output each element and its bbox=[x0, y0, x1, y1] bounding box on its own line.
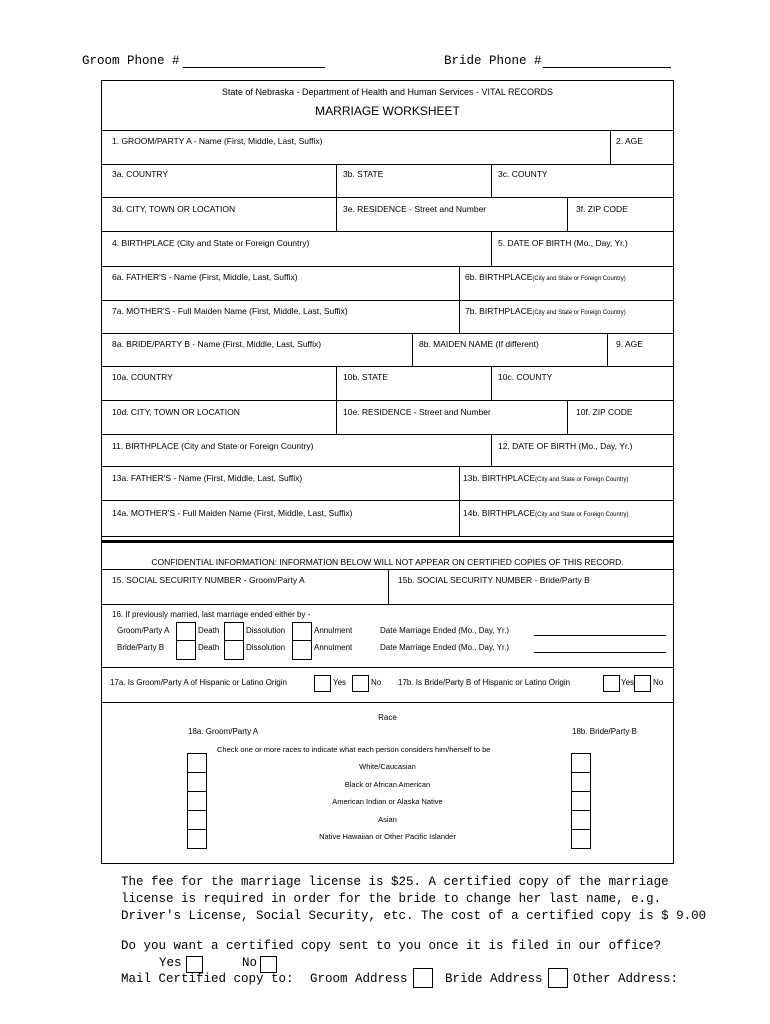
field-3b-state[interactable]: 3b. STATE bbox=[343, 169, 384, 179]
divider bbox=[388, 569, 389, 604]
field-10e-residence[interactable]: 10e. RESIDENCE - Street and Number bbox=[343, 407, 491, 417]
groom-address-checkbox[interactable] bbox=[413, 968, 433, 988]
rule bbox=[101, 266, 674, 267]
groom-dissolution-checkbox[interactable] bbox=[224, 622, 244, 642]
bride-date-ended-label: Date Marriage Ended (Mo., Day, Yr.) bbox=[380, 643, 510, 652]
field-8b-maiden-name[interactable]: 8b. MAIDEN NAME (If different) bbox=[419, 339, 539, 349]
field-13a-father-name[interactable]: 13a. FATHER'S - Name (First, Middle, Last, Suffix) bbox=[112, 473, 303, 483]
bride-phone-field[interactable] bbox=[543, 67, 671, 68]
field-18b-label: 18b. Bride/Party B bbox=[572, 727, 637, 736]
field-4-birthplace[interactable]: 4. BIRTHPLACE (City and State or Foreign Country) bbox=[112, 238, 310, 248]
race-pacific-islander-label: Native Hawaiian or Other Pacific Islander bbox=[319, 832, 456, 841]
field-6b-birthplace[interactable]: 6b. BIRTHPLACE(City and State or Foreign Country) bbox=[465, 272, 626, 282]
bride-phone-label: Bride Phone # bbox=[444, 54, 542, 68]
field-11-birthplace[interactable]: 11. BIRTHPLACE (City and State or Foreign Country) bbox=[112, 441, 314, 451]
rule bbox=[101, 366, 674, 367]
rule bbox=[101, 333, 674, 334]
groom-race-asian-checkbox[interactable] bbox=[187, 810, 207, 830]
divider bbox=[491, 164, 492, 197]
field-17a-label: 17a. Is Groom/Party A of Hispanic or Latino Origin bbox=[110, 678, 287, 687]
divider bbox=[491, 434, 492, 466]
field-10d-city[interactable]: 10d. CITY, TOWN OR LOCATION bbox=[112, 407, 240, 417]
groom-annulment-checkbox[interactable] bbox=[292, 622, 312, 642]
fee-line-1: The fee for the marriage license is $25. A certified copy of the marriage bbox=[121, 875, 669, 889]
bride-race-asian-checkbox[interactable] bbox=[571, 810, 591, 830]
divider bbox=[491, 366, 492, 400]
field-16-label: 16. If previously married, last marriage ended either by - bbox=[112, 610, 311, 619]
groom-race-pacific-islander-checkbox[interactable] bbox=[187, 829, 207, 849]
field-3a-country[interactable]: 3a. COUNTRY bbox=[112, 169, 169, 179]
groom-hispanic-no-label: No bbox=[371, 678, 382, 687]
field-18a-label: 18a. Groom/Party A bbox=[188, 727, 259, 736]
race-american-indian-label: American Indian or Alaska Native bbox=[332, 797, 443, 806]
field-17b-label: 17b. Is Bride/Party B of Hispanic or Latino Origin bbox=[398, 678, 571, 687]
rule bbox=[101, 702, 674, 703]
groom-hispanic-yes-label: Yes bbox=[333, 678, 347, 687]
groom-race-white-checkbox[interactable] bbox=[187, 753, 207, 773]
race-white-label: White/Caucasian bbox=[359, 762, 416, 771]
race-asian-label: Asian bbox=[378, 815, 397, 824]
field-3c-county[interactable]: 3c. COUNTY bbox=[498, 169, 548, 179]
field-1-groom-name[interactable]: 1. GROOM/PARTY A - Name (First, Middle, Last, Suffix) bbox=[112, 136, 323, 146]
race-heading: Race bbox=[378, 713, 397, 722]
groom-death-label: Death bbox=[198, 626, 220, 635]
race-black-label: Black or African American bbox=[344, 780, 431, 789]
groom-date-ended-label: Date Marriage Ended (Mo., Day, Yr.) bbox=[380, 626, 510, 635]
other-address-label: Other Address: bbox=[573, 972, 679, 986]
bride-hispanic-yes-label: Yes bbox=[621, 678, 635, 687]
groom-phone-label: Groom Phone # bbox=[82, 54, 180, 68]
divider bbox=[336, 164, 337, 231]
field-14b-birthplace[interactable]: 14b. BIRTHPLACE(City and State or Foreign Country) bbox=[463, 508, 629, 518]
rule bbox=[101, 197, 674, 198]
groom-hispanic-yes-checkbox[interactable] bbox=[314, 675, 331, 692]
bride-dissolution-checkbox[interactable] bbox=[224, 640, 244, 660]
bride-race-american-indian-checkbox[interactable] bbox=[571, 791, 591, 811]
bride-annulment-checkbox[interactable] bbox=[292, 640, 312, 660]
groom-death-checkbox[interactable] bbox=[176, 622, 196, 642]
rule bbox=[101, 300, 674, 301]
fee-line-2: license is required in order for the bride to change her last name, e.g. bbox=[121, 892, 662, 906]
rule bbox=[101, 164, 674, 165]
field-14a-mother-name[interactable]: 14a. MOTHER'S - Full Maiden Name (First, Middle, Last, Suffix) bbox=[112, 508, 353, 518]
divider bbox=[607, 333, 608, 366]
rule bbox=[101, 466, 674, 467]
bride-annulment-label: Annulment bbox=[314, 643, 353, 652]
fee-paragraph bbox=[121, 874, 706, 925]
divider bbox=[567, 197, 568, 231]
rule bbox=[101, 604, 674, 605]
groom-date-ended-field[interactable] bbox=[534, 635, 666, 636]
field-3e-residence[interactable]: 3e. RESIDENCE - Street and Number bbox=[343, 204, 487, 214]
bride-dissolution-label: Dissolution bbox=[246, 643, 286, 652]
divider bbox=[459, 266, 460, 333]
field-10c-county[interactable]: 10c. COUNTY bbox=[498, 372, 553, 382]
form-title: MARRIAGE WORKSHEET bbox=[315, 104, 460, 118]
field-9-age[interactable]: 9. AGE bbox=[616, 339, 643, 349]
bride-hispanic-no-checkbox[interactable] bbox=[634, 675, 651, 692]
rule bbox=[101, 536, 674, 537]
field-2-age[interactable]: 2. AGE bbox=[616, 136, 643, 146]
field-7b-birthplace[interactable]: 7b. BIRTHPLACE(City and State or Foreign Country) bbox=[465, 306, 626, 316]
field-15b-ssn-bride[interactable]: 15b. SOCIAL SECURITY NUMBER - Bride/Party B bbox=[398, 575, 590, 585]
mail-to-label: Mail Certified copy to: bbox=[121, 972, 294, 986]
bride-hispanic-no-label: No bbox=[653, 678, 664, 687]
rule bbox=[101, 130, 674, 131]
rule bbox=[101, 667, 674, 668]
copy-no-label: No bbox=[242, 956, 258, 970]
copy-no-checkbox[interactable] bbox=[260, 956, 277, 973]
groom-hispanic-no-checkbox[interactable] bbox=[352, 675, 369, 692]
divider bbox=[459, 466, 460, 536]
groom-race-black-checkbox[interactable] bbox=[187, 772, 207, 792]
divider bbox=[491, 231, 492, 266]
bride-row-label: Bride/Party B bbox=[117, 643, 165, 652]
fee-line-3: Driver's License, Social Security, etc. The cost of a certified copy is $ 9.00 bbox=[121, 909, 707, 923]
field-8a-bride-name[interactable]: 8a. BRIDE/PARTY B - Name (First, Middle, Last, Suffix) bbox=[112, 339, 322, 349]
groom-phone-field[interactable] bbox=[183, 67, 325, 68]
field-10b-state[interactable]: 10b. STATE bbox=[343, 372, 389, 382]
bride-hispanic-yes-checkbox[interactable] bbox=[603, 675, 620, 692]
divider bbox=[336, 366, 337, 434]
field-3d-city[interactable]: 3d. CITY, TOWN OR LOCATION bbox=[112, 204, 236, 214]
copy-yes-checkbox[interactable] bbox=[186, 956, 203, 973]
bride-race-white-checkbox[interactable] bbox=[571, 753, 591, 773]
confidential-divider bbox=[101, 540, 674, 543]
bride-date-ended-field[interactable] bbox=[534, 652, 666, 653]
rule bbox=[101, 500, 674, 501]
field-5-dob[interactable]: 5. DATE OF BIRTH (Mo., Day, Yr.) bbox=[498, 238, 628, 248]
field-13b-birthplace[interactable]: 13b. BIRTHPLACE(City and State or Foreign Country) bbox=[463, 473, 629, 483]
groom-row-label: Groom/Party A bbox=[117, 626, 170, 635]
race-instructions: Check one or more races to indicate what each person considers him/herself to be bbox=[217, 745, 491, 754]
field-10a-country[interactable]: 10a. COUNTRY bbox=[112, 372, 173, 382]
bride-address-checkbox[interactable] bbox=[548, 968, 568, 988]
agency-heading: State of Nebraska - Department of Health and Human Services - VITAL RECORDS bbox=[221, 87, 554, 97]
divider bbox=[610, 130, 611, 164]
bride-address-label: Bride Address bbox=[445, 972, 543, 986]
rule bbox=[101, 400, 674, 401]
field-10f-zip[interactable]: 10f. ZIP CODE bbox=[576, 407, 633, 417]
field-7a-mother-name[interactable]: 7a. MOTHER'S - Full Maiden Name (First, Middle, Last, Suffix) bbox=[112, 306, 348, 316]
bride-death-checkbox[interactable] bbox=[176, 640, 196, 660]
groom-dissolution-label: Dissolution bbox=[246, 626, 286, 635]
groom-annulment-label: Annulment bbox=[314, 626, 353, 635]
rule bbox=[101, 231, 674, 232]
field-6a-father-name[interactable]: 6a. FATHER'S - Name (First, Middle, Last, Suffix) bbox=[112, 272, 298, 282]
divider bbox=[567, 400, 568, 434]
field-15-ssn-groom[interactable]: 15. SOCIAL SECURITY NUMBER - Groom/Party A bbox=[112, 575, 305, 585]
bride-race-pacific-islander-checkbox[interactable] bbox=[571, 829, 591, 849]
divider bbox=[412, 333, 413, 366]
field-3f-zip[interactable]: 3f. ZIP CODE bbox=[576, 204, 628, 214]
confidential-notice: CONFIDENTIAL INFORMATION: INFORMATION BELOW WILL NOT APPEAR ON CERTIFIED COPIES OF THIS RECORD. bbox=[151, 557, 624, 567]
certified-copy-question: Do you want a certified copy sent to you once it is filed in our office? bbox=[121, 939, 662, 953]
bride-death-label: Death bbox=[198, 643, 220, 652]
groom-address-label: Groom Address bbox=[310, 972, 408, 986]
copy-yes-label: Yes bbox=[159, 956, 182, 970]
groom-race-american-indian-checkbox[interactable] bbox=[187, 791, 207, 811]
field-12-dob[interactable]: 12. DATE OF BIRTH (Mo., Day, Yr.) bbox=[498, 441, 633, 451]
rule bbox=[101, 434, 674, 435]
bride-race-black-checkbox[interactable] bbox=[571, 772, 591, 792]
